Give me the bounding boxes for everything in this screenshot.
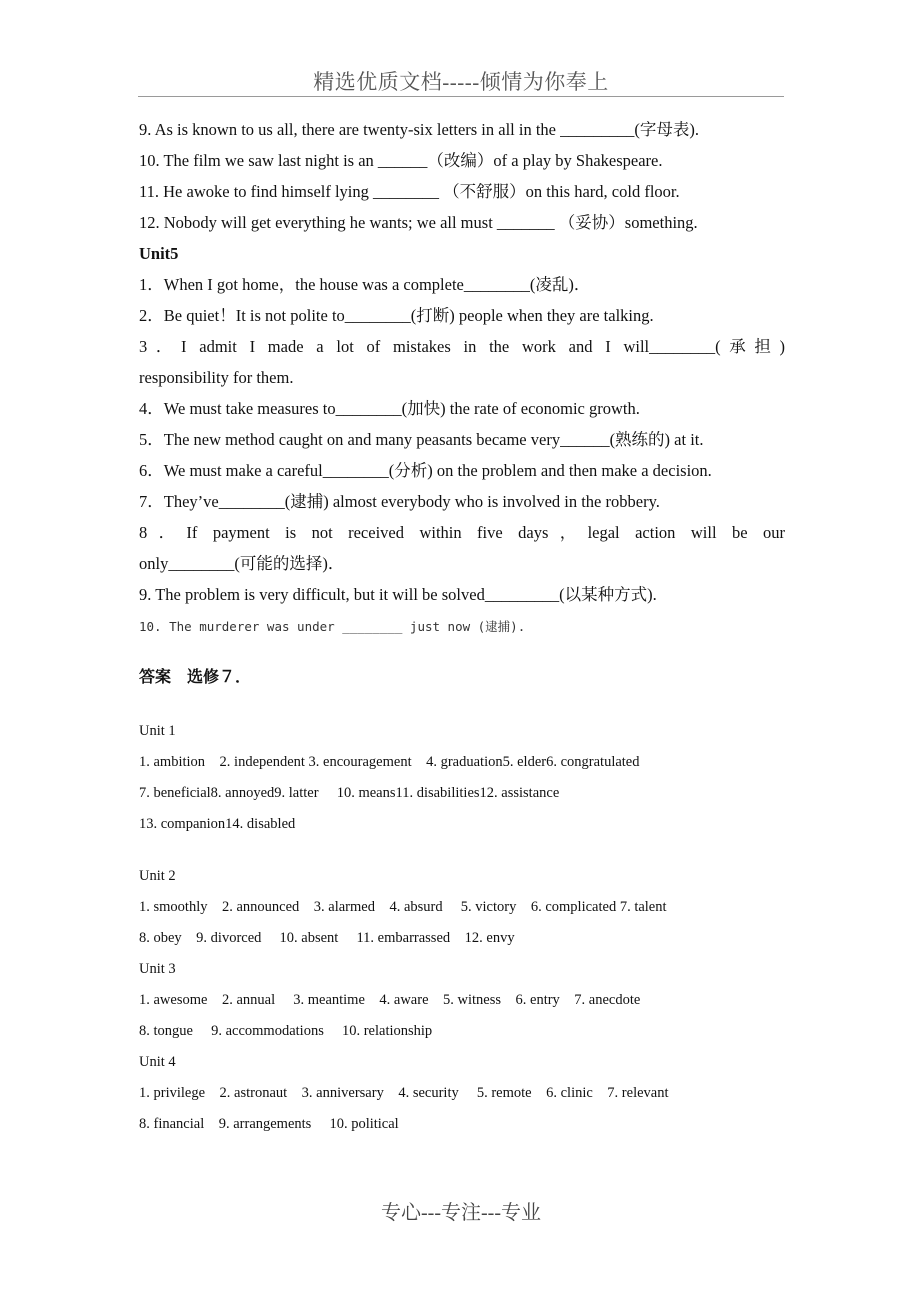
exercise-line: 10. The film we saw last night is an ______（改编）of a play by Shakespeare. [139, 151, 663, 170]
exercise-line: 5．The new method caught on and many peasants became very______(熟练的) at it. [139, 430, 704, 449]
answer-line: 8. tongue 9. accommodations 10. relationship [139, 1023, 433, 1039]
answer-unit-heading: Unit 3 [139, 961, 176, 977]
answer-line: 7. beneficial8. annoyed9. latter 10. means11. disabilities12. assistance [139, 785, 560, 801]
exercise-line: 2．Be quiet！It is not polite to________(打断) people when they are talking. [139, 306, 654, 325]
exercise-line: responsibility for them. [139, 368, 294, 387]
exercise-line: 9. The problem is very difficult, but it will be solved_________(以某种方式). [139, 585, 657, 604]
exercise-line: 1．When I got home，the house was a complete________(凌乱)． [139, 275, 591, 294]
answer-line: 13. companion14. disabled [139, 816, 296, 832]
exercise-line: 9. As is known to us all, there are twenty-six letters in all in the _________(字母表). [139, 120, 699, 139]
exercise-line: 6．We must make a careful________(分析) on the problem and then make a decision. [139, 461, 712, 480]
unit5-heading: Unit5 [139, 244, 179, 263]
answer-line: 1. ambition 2. independent 3. encouragement 4. graduation5. elder6. congratulated [139, 754, 640, 770]
exercise-line: 8．If payment is not received within five days，legal action will be our [139, 523, 785, 542]
answer-line: 1. privilege 2. astronaut 3. anniversary 4. security 5. remote 6. clinic 7. relevant [139, 1085, 669, 1101]
exercise-line: 3．I admit I made a lot of mistakes in the work and I will________(承担) [139, 337, 785, 356]
exercise-line: 12. Nobody will get everything he wants; we all must _______ （妥协）something. [139, 213, 698, 232]
answers-heading: 答案 选修７． [139, 667, 252, 686]
answer-line: 1. awesome 2. annual 3. meantime 4. aware 5. witness 6. entry 7. anecdote [139, 992, 641, 1008]
answer-unit-heading: Unit 4 [139, 1054, 176, 1070]
answer-line: 8. financial 9. arrangements 10. political [139, 1116, 399, 1132]
page-header: 精选优质文档-----倾情为你奉上 [313, 70, 609, 94]
page-footer: 专心---专注---专业 [381, 1202, 541, 1224]
exercise-line: only________(可能的选择)． [139, 554, 345, 573]
answer-line: 1. smoothly 2. announced 3. alarmed 4. absurd 5. victory 6. complicated 7. talent [139, 899, 667, 915]
exercise-line: 11. He awoke to find himself lying ________ （不舒服）on this hard, cold floor. [139, 182, 680, 201]
header-rule [138, 96, 784, 97]
answer-line: 8. obey 9. divorced 10. absent 11. embarrassed 12. envy [139, 930, 515, 946]
exercise-line: 10. The murderer was under ________ just now (逮捕). [139, 619, 526, 634]
answer-unit-heading: Unit 1 [139, 723, 176, 739]
exercise-line: 4．We must take measures to________(加快) the rate of economic growth. [139, 399, 640, 418]
exercise-line: 7．They’ve________(逮捕) almost everybody who is involved in the robbery. [139, 492, 660, 511]
answer-unit-heading: Unit 2 [139, 868, 176, 884]
